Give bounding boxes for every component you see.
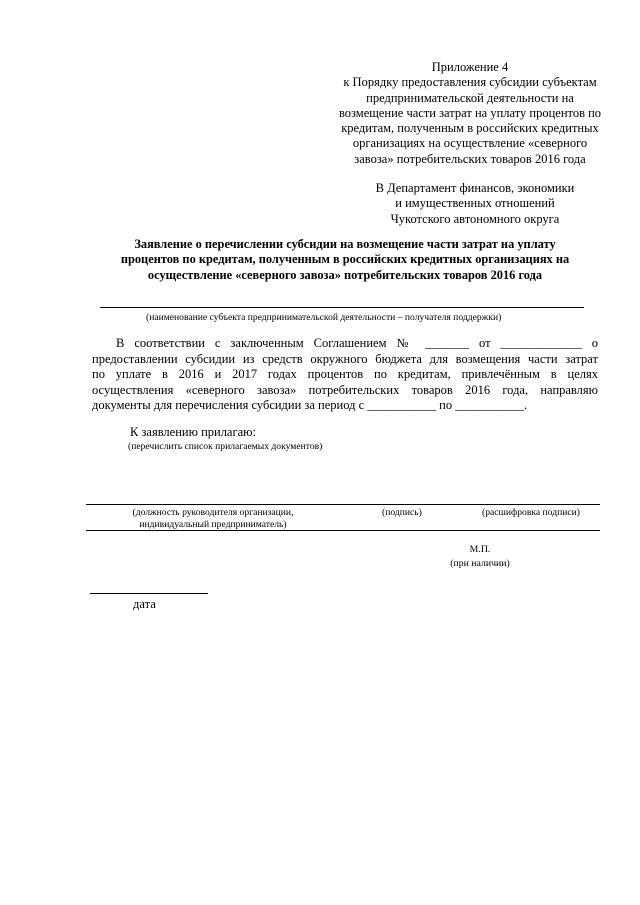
body-paragraph — [92, 336, 598, 414]
signature-bottom-line — [86, 530, 600, 531]
date-label: дата — [133, 597, 156, 611]
stamp-label: М.П. — [469, 544, 491, 555]
appendix-header — [320, 60, 620, 167]
appendix-line: Приложение 4 — [431, 60, 509, 74]
appendix-line: к Порядку предоставления субсидии субъектам — [343, 75, 597, 90]
body-line: по уплате в 2016 и 2017 годах процентов по кредитам, привлечённым в целях — [92, 367, 598, 382]
stamp-block — [445, 543, 515, 571]
position-caption-line: (должность руководителя организации, — [132, 507, 294, 518]
position-caption-line: индивидуальный предприниматель) — [139, 519, 287, 530]
title-line: Заявление о перечислении субсидии на возмещение части затрат на уплату — [134, 237, 556, 251]
addressee-line: В Департамент финансов, экономики — [375, 181, 575, 195]
attachments-label: К заявлению прилагаю: — [130, 425, 256, 439]
applicant-name-line[interactable] — [100, 307, 584, 308]
body-line: предоставлении субсидии из средств окружного бюджета для возмещения части затрат — [92, 351, 598, 366]
position-caption — [118, 507, 308, 531]
appendix-line: возмещение части затрат на уплату процентов по — [338, 105, 602, 120]
appendix-line: предпринимательской деятельности на — [366, 90, 574, 105]
stamp-note: (при наличии) — [450, 558, 510, 569]
addressee-line: и имущественных отношений — [395, 196, 555, 211]
addressee-block — [350, 181, 600, 227]
applicant-caption: (наименование субъекта предпринимательской деятельности – получателя поддержки) — [146, 312, 502, 323]
title-line: осуществление «северного завоза» потребительских товаров 2016 года — [147, 267, 543, 282]
document-title — [92, 237, 598, 283]
signature-line[interactable] — [86, 504, 600, 505]
appendix-line: организациях на осуществление «северного — [352, 136, 588, 151]
signature-caption: (подпись) — [382, 507, 422, 518]
body-line: осуществления «северного завоза» потребительских товаров 2016 года, направляю — [92, 382, 598, 397]
appendix-line: кредитам, полученным в российских кредитных — [341, 121, 599, 136]
title-line: процентов по кредитам, полученным в российских кредитных организациях на — [120, 252, 570, 267]
appendix-line: завоза» потребительских товаров 2016 года — [354, 151, 586, 166]
attachments-caption: (перечислить список прилагаемых документов) — [128, 441, 323, 452]
body-line: В соответствии с заключенным Соглашением № _______ от _____________ о — [116, 336, 598, 350]
date-line[interactable] — [90, 593, 208, 594]
body-line: документы для перечисления субсидии за период с ___________ по ___________. — [92, 398, 528, 413]
decryption-caption: (расшифровка подписи) — [482, 507, 580, 518]
addressee-line: Чукотского автономного округа — [390, 211, 560, 226]
